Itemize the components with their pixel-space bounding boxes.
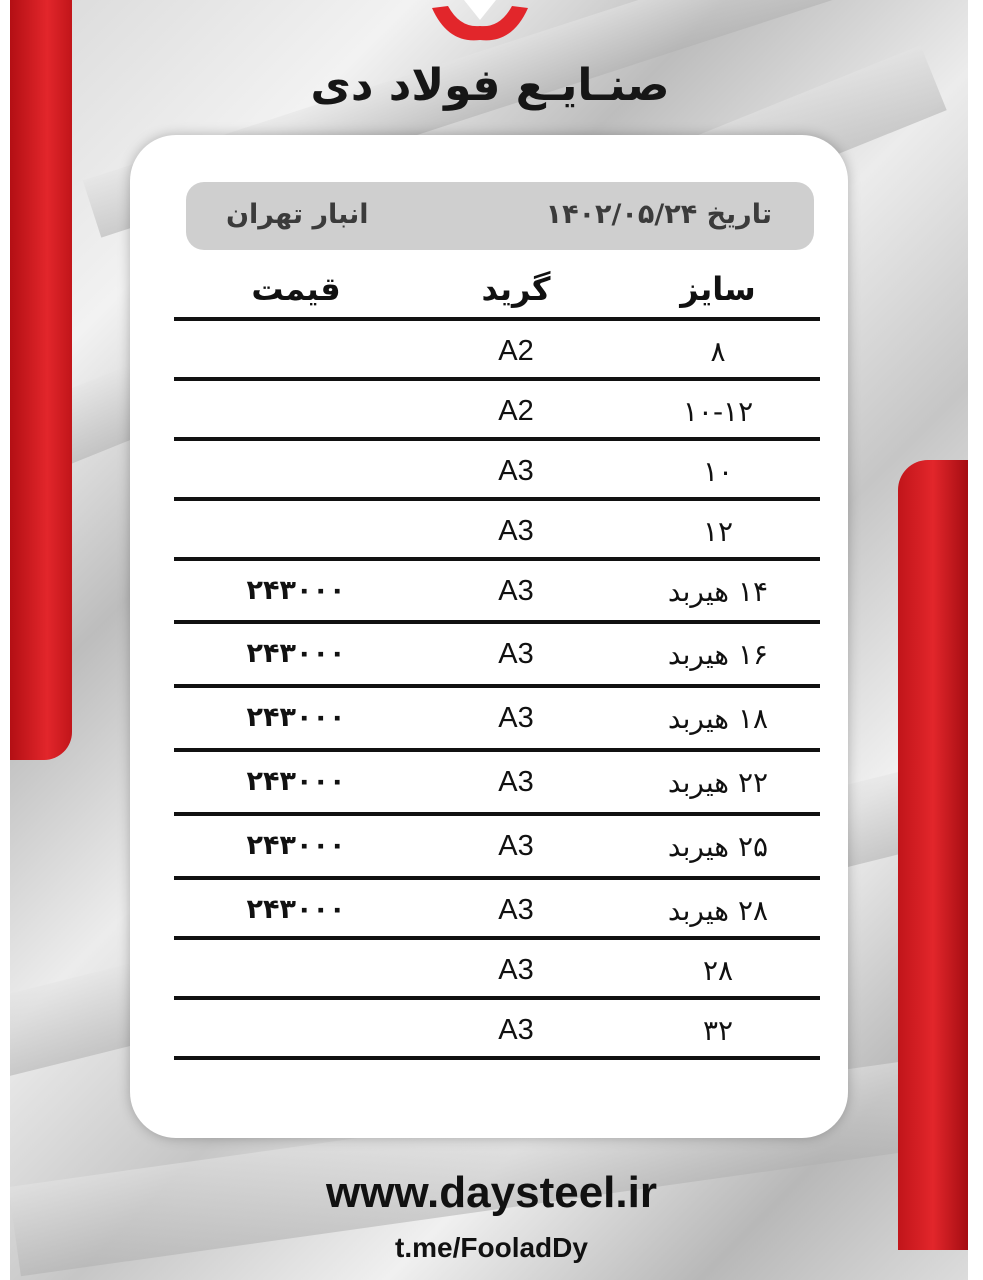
grade-cell: A3: [498, 638, 534, 670]
table-row: [174, 501, 820, 557]
warehouse-label: انبار تهران: [226, 199, 369, 230]
price-cell: ۲۴۳۰۰۰: [246, 702, 346, 733]
price-list-card: [130, 135, 848, 1138]
red-accent-right: [898, 460, 968, 1250]
grade-cell: A2: [498, 335, 534, 367]
brand-logo-icon: [420, 0, 540, 46]
size-cell: ۱۰-۱۲: [682, 395, 754, 428]
grade-cell: A3: [498, 575, 534, 607]
red-accent-left: [10, 0, 72, 760]
brand-name: صنـایـع فولاد دی: [310, 60, 670, 111]
size-cell: ۱۸ هیربد: [667, 702, 769, 735]
table-row: [174, 880, 820, 936]
size-cell: ۲۲ هیربد: [667, 766, 769, 799]
grade-cell: A2: [498, 395, 534, 427]
size-cell: ۱۴ هیربد: [667, 575, 769, 608]
table-row: [174, 688, 820, 744]
grade-cell: A3: [498, 894, 534, 926]
table-row: [174, 816, 820, 872]
table-row: [174, 321, 820, 377]
grade-cell: A3: [498, 1014, 534, 1046]
column-header-size: سایز: [680, 270, 756, 308]
table-row: [174, 752, 820, 808]
date-label: تاریخ ۱۴۰۲/۰۵/۲۴: [545, 199, 772, 230]
size-cell: ۲۸ هیربد: [667, 894, 769, 927]
size-cell: ۱۰: [702, 455, 734, 488]
table-row: [174, 561, 820, 617]
table-row: [174, 1000, 820, 1056]
column-header-price: قیمت: [251, 270, 341, 308]
price-cell: ۲۴۳۰۰۰: [246, 575, 346, 606]
price-cell: ۲۴۳۰۰۰: [246, 894, 346, 925]
size-cell: ۳۲: [702, 1014, 734, 1047]
size-cell: ۱۲: [702, 515, 734, 548]
size-cell: ۲۸: [702, 954, 734, 987]
size-cell: ۲۵ هیربد: [667, 830, 769, 863]
telegram-link[interactable]: t.me/FooladDy: [395, 1232, 588, 1263]
price-cell: ۲۴۳۰۰۰: [246, 830, 346, 861]
row-divider: [174, 1056, 820, 1060]
grade-cell: A3: [498, 954, 534, 986]
grade-cell: A3: [498, 455, 534, 487]
size-cell: ۸: [710, 335, 726, 368]
price-cell: ۲۴۳۰۰۰: [246, 638, 346, 669]
website-link[interactable]: www.daysteel.ir: [326, 1168, 657, 1217]
table-row: [174, 381, 820, 437]
info-bar: [186, 182, 814, 250]
grade-cell: A3: [498, 830, 534, 862]
table-row: [174, 441, 820, 497]
price-cell: ۲۴۳۰۰۰: [246, 766, 346, 797]
grade-cell: A3: [498, 515, 534, 547]
grade-cell: A3: [498, 702, 534, 734]
table-row: [174, 940, 820, 996]
table-row: [174, 624, 820, 680]
size-cell: ۱۶ هیربد: [667, 638, 769, 671]
grade-cell: A3: [498, 766, 534, 798]
column-header-grade: گرید: [481, 270, 551, 308]
